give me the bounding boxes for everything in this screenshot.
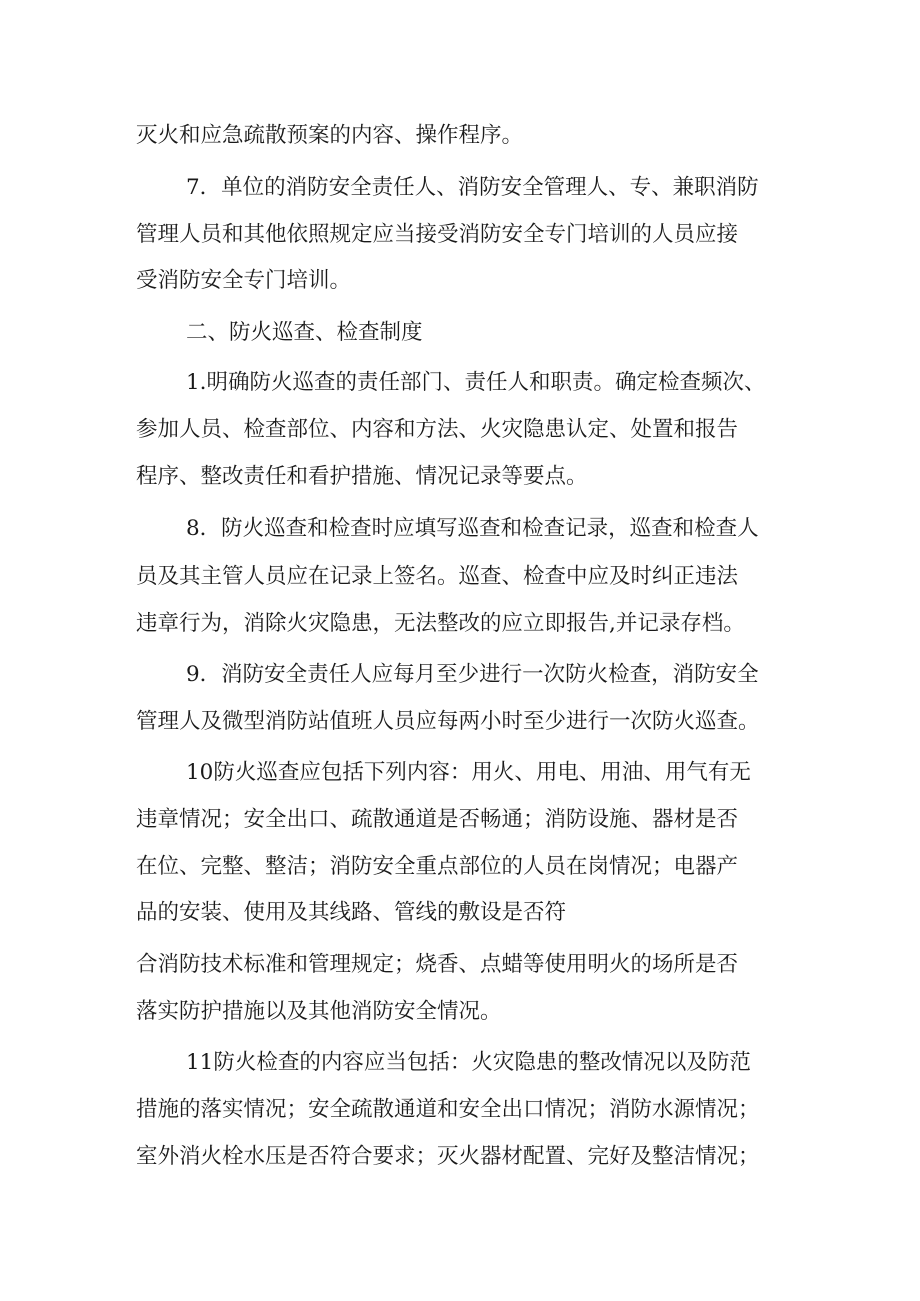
text-line: 合消防技术标准和管理规定；烧香、点蜡等使用明火的场所是否 [136,952,739,977]
text-line: 7．单位的消防安全责任人、消防安全管理人、专、兼职消防 [186,175,759,200]
text-line: 措施的落实情况；安全疏散通道和安全出口情况；消防水源情况； [136,1097,760,1122]
text-line: 违章行为，消除火灾隐患，无法整改的应立即报告,并记录存档。 [136,611,745,636]
text-line: 1.明确防火巡查的责任部门、责任人和职责。确定检查频次、 [186,370,766,395]
text-line: 违章情况；安全出口、疏散通道是否畅通；消防设施、器材是否 [136,807,739,832]
text-line: 11防火检查的内容应当包括：火灾隐患的整改情况以及防范 [186,1050,751,1075]
text-line: 在位、完整、整洁；消防安全重点部位的人员在岗情况；电器产 [136,854,739,879]
text-line: 8．防火巡查和检查时应填写巡查和检查记录，巡查和检查人 [186,516,759,541]
section-heading: 二、防火巡查、检查制度 [186,320,423,345]
text-line: 管理人及微型消防站值班人员应每两小时至少进行一次防火巡查。 [136,709,760,734]
text-line: 灭火和应急疏散预案的内容、操作程序。 [136,123,524,148]
text-line: 管理人员和其他依照规定应当接受消防安全专门培训的人员应接 [136,222,739,247]
text-line: 10防火巡查应包括下列内容：用火、用电、用油、用气有无 [186,760,751,785]
text-line: 室外消火栓水压是否符合要求；灭火器材配置、完好及整洁情况； [136,1144,760,1169]
text-line: 程序、整改责任和看护措施、情况记录等要点。 [136,464,588,489]
text-line: 落实防护措施以及其他消防安全情况。 [136,999,502,1024]
text-line: 品的安装、使用及其线路、管线的敷设是否符 [136,900,567,925]
text-line: 参加人员、检查部位、内容和方法、火灾隐患认定、处置和报告 [136,417,739,442]
text-line: 9．消防安全责任人应每月至少进行一次防火检查，消防安全 [186,662,759,687]
text-line: 员及其主管人员应在记录上签名。巡查、检查中应及时纠正违法 [136,564,739,589]
text-line: 受消防安全专门培训。 [136,268,352,293]
